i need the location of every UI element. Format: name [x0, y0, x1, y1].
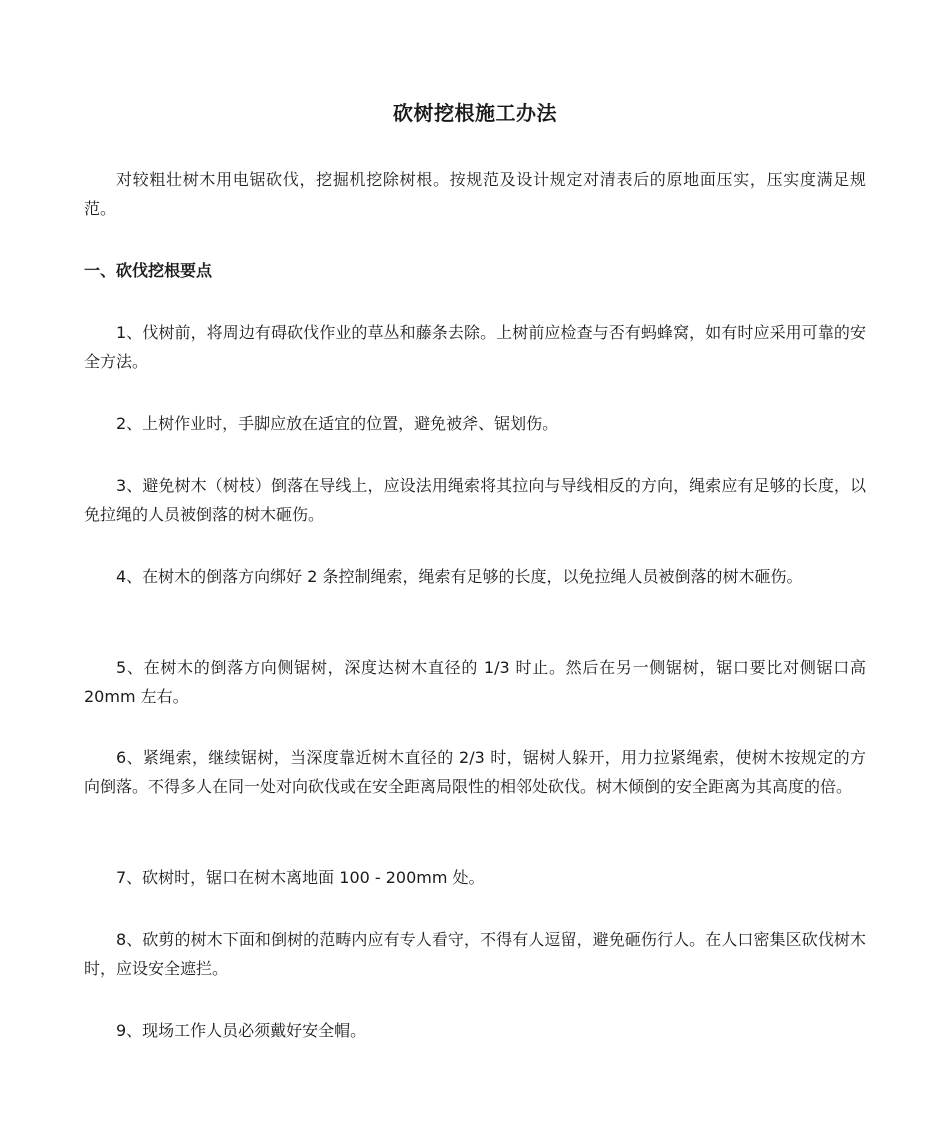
list-item-2: 2、上树作业时，手脚应放在适宜的位置，避免被斧、锯划伤。 — [116, 414, 559, 433]
list-item-5: 5、在树木的倒落方向侧锯树，深度达树木直径的 1/3 时止。然后在另一侧锯树，锯口要比对侧锯口高 20mm 左右。 — [84, 658, 866, 706]
list-item-3: 3、避免树木（树枝）倒落在导线上，应设法用绳索将其拉向与导线相反的方向，绳索应有足够的长度，以免拉绳的人员被倒落的树木砸伤。 — [84, 476, 866, 524]
list-item-6: 6、紧绳索，继续锯树，当深度靠近树木直径的 2/3 时，锯树人躲开，用力拉紧绳索，使树木按规定的方向倒落。不得多人在同一处对向砍伐或在安全距离局限性的相邻处砍伐。树木倾倒的安全距离为其高度的倍。 — [84, 748, 866, 796]
section-heading: 一、砍伐挖根要点 — [84, 261, 213, 280]
list-item-9: 9、现场工作人员必须戴好安全帽。 — [116, 1021, 367, 1040]
intro-paragraph: 对较粗壮树木用电锯砍伐，挖掘机挖除树根。按规范及设计规定对清表后的原地面压实，压实度满足规范。 — [84, 170, 866, 218]
list-item-7: 7、砍树时，锯口在树木离地面 100 - 200mm 处。 — [116, 868, 485, 887]
list-item-8: 8、砍剪的树木下面和倒树的范畴内应有专人看守，不得有人逗留，避免砸伤行人。在人口密集区砍伐树木时，应设安全遮拦。 — [84, 930, 866, 978]
list-item-4: 4、在树木的倒落方向绑好 2 条控制绳索，绳索有足够的长度，以免拉绳人员被倒落的树木砸伤。 — [116, 567, 803, 586]
list-item-1: 1、伐树前，将周边有碍砍伐作业的草丛和藤条去除。上树前应检查与否有蚂蜂窝，如有时应采用可靠的安全方法。 — [84, 323, 866, 371]
document-title: 砍树挖根施工办法 — [393, 101, 557, 125]
